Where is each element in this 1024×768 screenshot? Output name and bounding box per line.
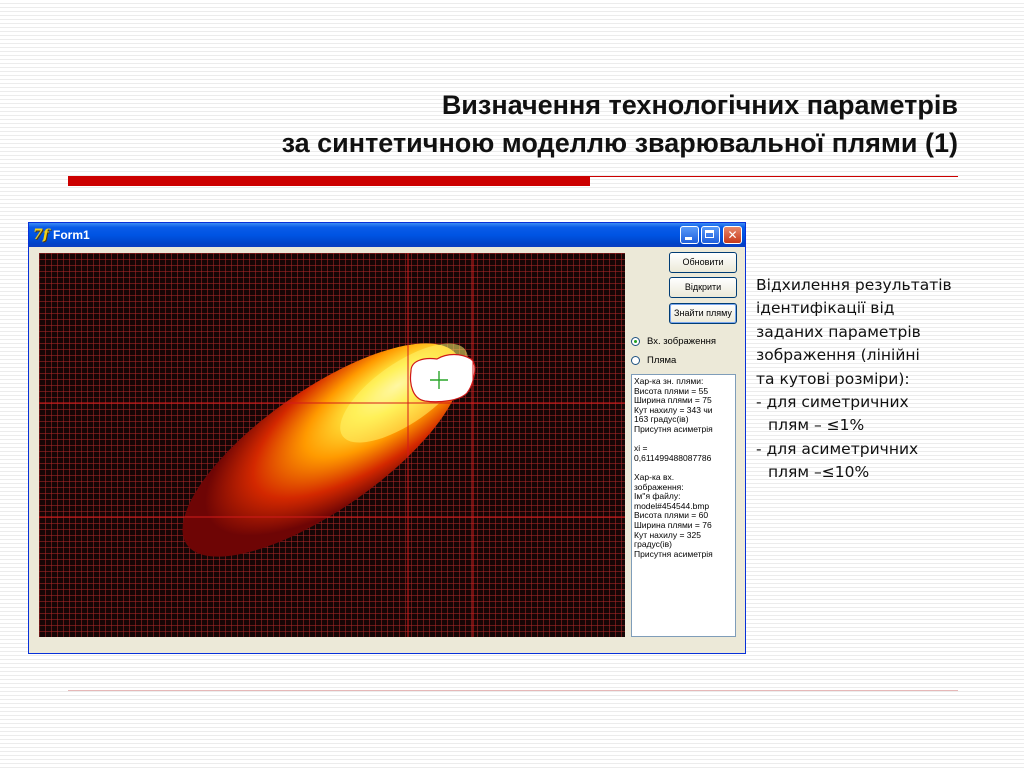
memo-line: зображення: (634, 481, 684, 492)
memo-line: Хар-ка вх. (634, 471, 675, 482)
memo-line: Ім''я файлу: (634, 491, 681, 502)
footer-divider (68, 690, 958, 691)
note-line: заданих параметрів (756, 322, 921, 341)
window-titlebar[interactable] (29, 223, 745, 247)
memo-line: Ширина плями = 76 (634, 519, 712, 530)
memo-line: градус(ів) (634, 539, 672, 550)
refresh-button[interactable]: Обновити (669, 252, 737, 273)
radio-spot-label: Пляма (647, 355, 677, 366)
radio-input-image-label: Вх. зображення (647, 336, 717, 347)
note-line: та кутові розміри): (756, 369, 910, 388)
minimize-button[interactable] (680, 226, 699, 244)
slide-title-line-1: Визначення технологічних параметрів (441, 90, 958, 120)
title-underline-bar (68, 176, 590, 186)
memo-line: 0,611499488087786 (634, 452, 712, 463)
close-button[interactable] (723, 226, 742, 244)
maximize-icon (705, 230, 714, 238)
note-line: плям – ≤1% (768, 416, 865, 435)
minimize-icon (685, 237, 692, 240)
note-line: - для симетричних (756, 393, 909, 412)
radio-checked-icon (631, 337, 640, 346)
memo-line: Кут нахилу = 343 чи (634, 404, 713, 415)
title-underline-line (590, 176, 958, 177)
close-icon: ✕ (727, 228, 738, 242)
note-line: - для асиметричних (756, 439, 919, 458)
memo-line (634, 435, 733, 445)
radio-unchecked-icon (631, 356, 640, 365)
slide-title-line-2: за синтетичною моделлю зварювальної плями (1) (281, 128, 958, 158)
window-title: Form1 (53, 228, 90, 242)
memo-line: Ширина плями = 75 (634, 395, 712, 406)
results-memo[interactable] (631, 374, 736, 637)
memo-line: Хар-ка зн. плями: (634, 376, 704, 386)
find-spot-button[interactable]: Знайти пляму (669, 303, 737, 324)
memo-line: model#454544.bmp (634, 500, 710, 511)
memo-line: Присутня асиметрія (634, 423, 713, 434)
note-line: Відхилення результатів (756, 276, 952, 294)
memo-line: 163 градус(ів) (634, 414, 689, 425)
note-line: ідентифікації від (756, 299, 895, 318)
delphi-app-icon: 7f (33, 227, 49, 243)
radio-input-image[interactable] (631, 335, 741, 349)
image-canvas[interactable] (39, 253, 625, 637)
note-line: плям –≤10% (768, 463, 870, 482)
detected-spot-region (411, 355, 475, 402)
memo-line: xi = (634, 443, 648, 454)
slide-title (60, 86, 958, 162)
memo-line: Кут нахилу = 325 (634, 529, 701, 540)
note-line: зображення (лінійні (756, 346, 920, 365)
app-window (28, 222, 746, 654)
memo-line: Висота плями = 55 (634, 385, 709, 396)
memo-line: Присутня асиметрія (634, 548, 713, 559)
radio-spot[interactable] (631, 354, 741, 368)
weld-spot-image (39, 253, 625, 637)
open-button[interactable]: Відкрити (669, 277, 737, 298)
memo-line: Висота плями = 60 (634, 510, 709, 521)
deviation-notes (756, 274, 1016, 485)
maximize-button[interactable] (701, 226, 720, 244)
